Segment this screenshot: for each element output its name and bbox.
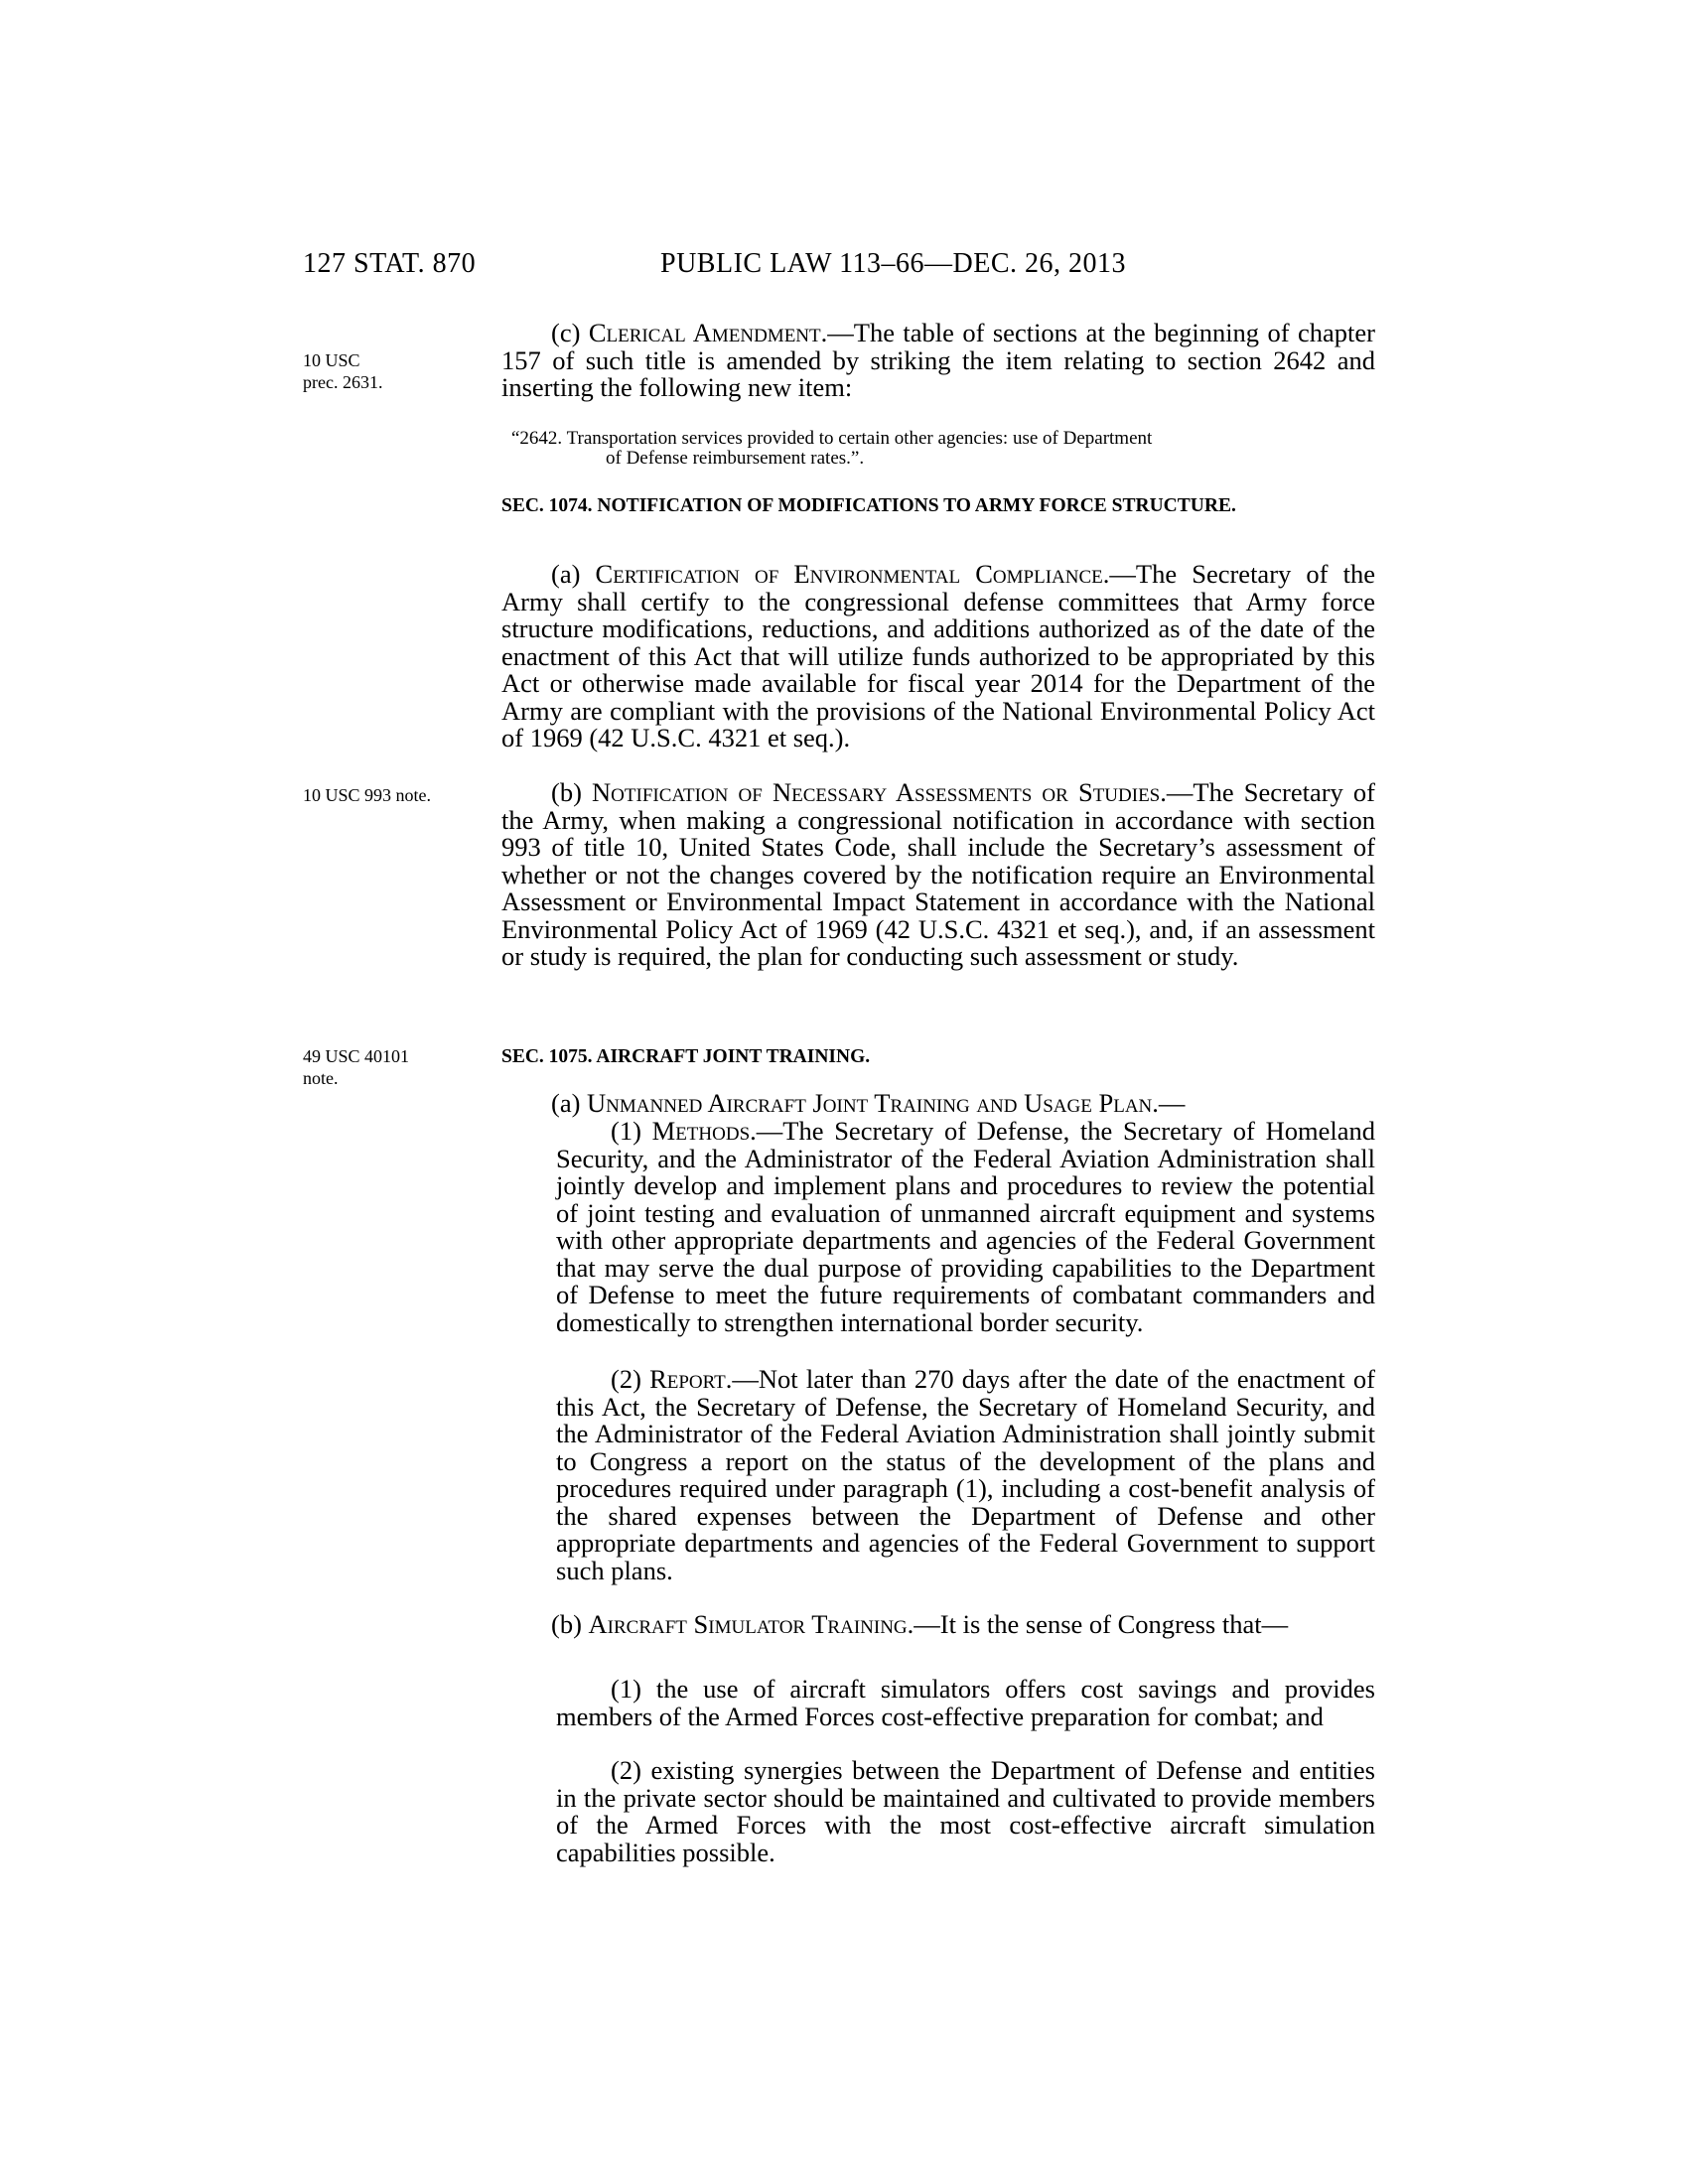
section-1075-heading: SEC. 1075. AIRCRAFT JOINT TRAINING. xyxy=(501,1046,871,1067)
section-1075-paragraph-b2: (2) existing synergies between the Department of Defense and entities in the private sector should be maintained and cultivated to provide members of the Armed Forces with the most cost-effective aircraft simulation capabilities possible. xyxy=(556,1755,1375,1867)
section-1075-subsection-a: (a) Unmanned Aircraft Joint Training and Usage Plan.— xyxy=(551,1088,1186,1118)
section-1075 xyxy=(501,1045,1375,1069)
clerical-amendment-heading: Clerical Amendment xyxy=(588,318,821,347)
section-1074-heading: SEC. 1074. NOTIFICATION OF MODIFICATIONS TO ARMY FORCE STRUCTURE. xyxy=(501,495,1236,516)
subsection-heading: Aircraft Simulator Training xyxy=(588,1609,908,1639)
page-header xyxy=(303,248,1395,288)
inserted-section-item: “2642. Transportation services provided to certain other agencies: use of Department of Defense reimbursement rates.”. xyxy=(511,428,1153,469)
section-1075-paragraph-a1: (1) Methods.—The Secretary of Defense, the Secretary of Homeland Security, and the Administrator of the Federal Aviation Administration shall jointly develop and implement plans and procedures to review the potential of joint testing and evaluation of unmanned aircraft equipment and systems with other appropriate departments and agencies of the Federal Government that may serve the dual purpose of providing capabilities to the Department of Defense to meet the future requirements of combatant commanders and domestically to strengthen international border security. xyxy=(556,1116,1375,1337)
subsection-heading: Unmanned Aircraft Joint Training and Usage Plan xyxy=(587,1088,1153,1118)
paragraph-heading: Methods xyxy=(651,1116,751,1146)
margin-note-10-usc-993: 10 USC 993 note. xyxy=(303,785,432,805)
margin-note-10-usc-prec: 10 USC prec. 2631. xyxy=(303,350,383,392)
paragraph-heading: Report xyxy=(649,1364,726,1394)
section-1075-paragraph-b1: (1) the use of aircraft simulators offers cost savings and provides members of the Armed Forces cost-effective preparation for combat; and xyxy=(556,1674,1375,1731)
section-1074-subsection-b: (b) Notification of Necessary Assessments or Studies.—The Secretary of the Army, when making a congressional notification in accordance with section 993 of title 10, United States Code, shall include the Secretary’s assessment of whether or not the changes covered by the notification require an Environmental Assessment or Environmental Impact Statement in accordance with the National Environmental Policy Act of 1969 (42 U.S.C. 4321 et seq.), and, if an assessment or study is required, the plan for conducting such assessment or study. xyxy=(501,777,1376,971)
statute-page-number: 127 STAT. 870 xyxy=(303,248,477,279)
subsection-heading: Certification of Environmental Compliance xyxy=(595,559,1103,589)
subsection-heading: Notification of Necessary Assessments or Studies xyxy=(592,777,1161,807)
section-1074 xyxy=(501,494,1375,518)
public-law-title: PUBLIC LAW 113–66—DEC. 26, 2013 xyxy=(660,248,1127,279)
margin-note-49-usc-40101: 49 USC 40101 note. xyxy=(303,1046,410,1088)
section-1075-paragraph-a2: (2) Report.—Not later than 270 days after the date of the enactment of this Act, the Secretary of Defense, the Secretary of Homeland Security, and the Administrator of the Federal Aviation Administration shall jointly submit to Congress a report on the status of the development of the plans and procedures required under paragraph (1), including a cost-benefit analysis of the shared expenses between the Department of Defense and other appropriate departments and agencies of the Federal Government to support such plans. xyxy=(556,1364,1375,1585)
section-1074-subsection-a: (a) Certification of Environmental Compliance.—The Secretary of the Army shall certify to the congressional defense committees that Army force structure modifications, reductions, and additions authorized as of the date of the enactment of this Act that will utilize funds authorized to be appropriated by this Act or otherwise made available for fiscal year 2014 for the Department of the Army are compliant with the provisions of the National Environmental Policy Act of 1969 (42 U.S.C. 4321 et seq.). xyxy=(501,559,1375,752)
clerical-amendment-paragraph: (c) Clerical Amendment.—The table of sections at the beginning of chapter 157 of such title is amended by striking the item relating to section 2642 and inserting the following new item: xyxy=(501,318,1375,402)
section-1075-subsection-b: (b) Aircraft Simulator Training.—It is the sense of Congress that— xyxy=(551,1609,1289,1639)
clerical-amendment xyxy=(501,320,1375,402)
